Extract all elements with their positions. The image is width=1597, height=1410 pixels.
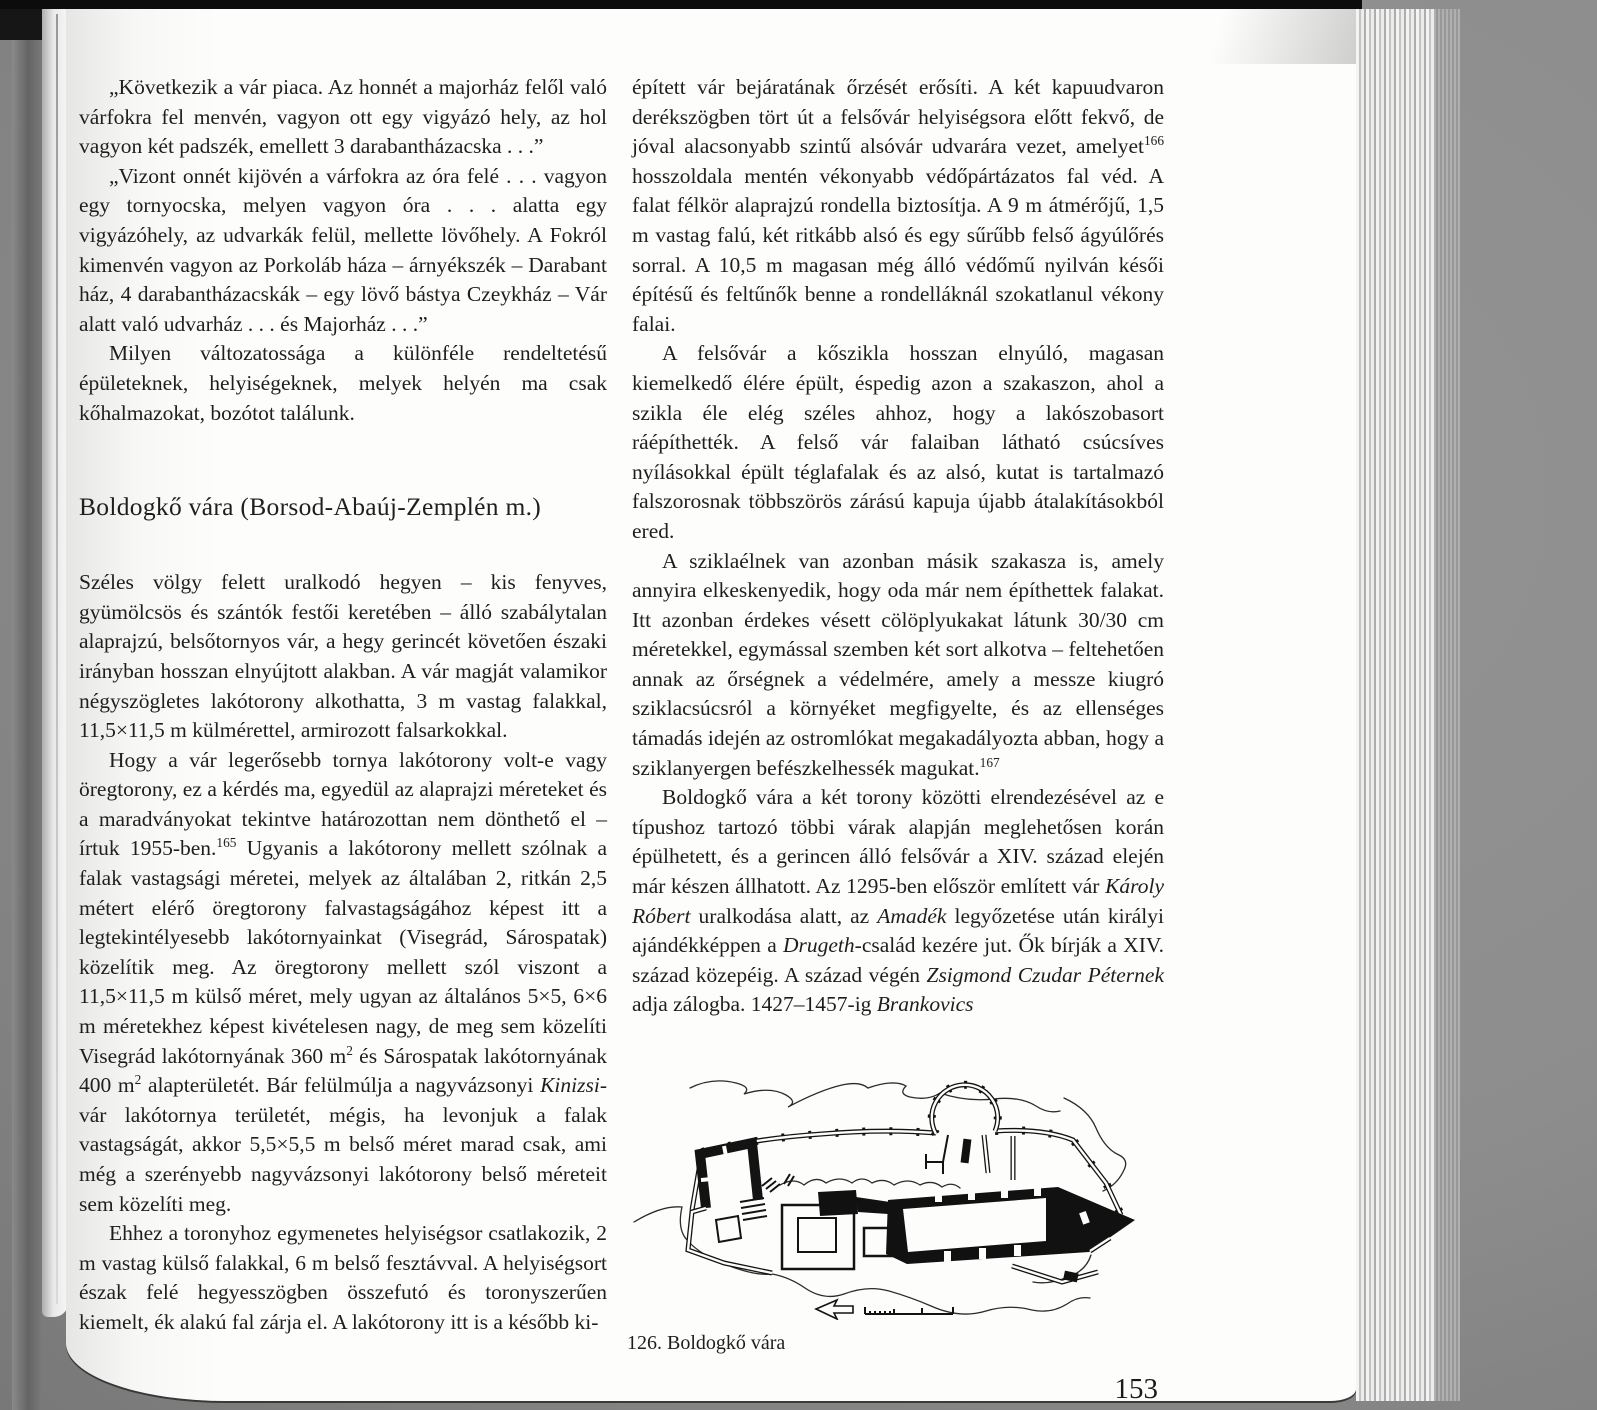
page-number: 153 <box>1114 1372 1158 1405</box>
paragraph: épített vár bejáratának őrzését erősíti. A két kapuudvaron derékszögben tört út a felsővár helyiségsora előtt fekvő, de jóval alacsonyabb szintű alsóvár udvarára vezet, amelyet$^{166}$ hosszoldala mentén vékonyabb védőpártázatos fal véd. A falat félkör alaprajzú rondella biztosítja. A 9 m átmérőjű, 1,5 m vastag falú, két ritkább alsó és egy sűrűbb felső ágyúlőrés sorral. A 10,5 m magasan még álló védőmű nyilván késői építésű és feltűnők benne a rondelláknál szokatlanul vékony falai. <box>632 75 1164 336</box>
paragraph: Boldogkő vára a két torony közötti elrendezésével az e típushoz tartozó többi várak alapján meglehetősen korán épülhetett, és a gerincen álló felsővár a XIV. század elején már készen állhatott. Az 1295-ben először említett vár Károly Róbert uralkodása alatt, az Amadék legyőzetése után királyi ajándékképpen a Drugeth-család kezére jut. Ők bírják a XIV. század közepéig. A század végén Zsigmond Czudar Péternek adja zálogba. 1427–1457-ig Brankovics <box>632 785 1165 1017</box>
left-column-text <box>79 73 607 1338</box>
lower-castle-range <box>886 1185 1135 1282</box>
section-heading: Boldogkő vára (Borsod-Abaúj-Zemplén m.) <box>79 492 542 522</box>
scan-top-bar <box>0 0 1362 9</box>
figure-caption: 126. Boldogkő vára <box>627 1331 786 1354</box>
right-column <box>627 73 1165 1405</box>
castle-plan-figure <box>632 1042 1164 1329</box>
castle-floor-plan-drawing <box>632 1042 1164 1320</box>
paragraph: „Vizont onnét kijövén a várfokra az óra felé . . . vagyon egy tornyocska, melyen vagyon óra . . . alatta egy vigyázóhely, az udvarkák felül, mellette lövőhely. A Fokról kimenvén vagyon az Porkoláb háza – árnyékszék – Darabant ház, 4 darabantházacskák – egy lövő bástya Czeykház – Vár alatt való udvarház . . . és Majorház . . .” <box>79 163 607 336</box>
paragraph: „Következik a vár piaca. Az honnét a majorház felől való várfokra fel menvén, vagyon ott egy vigyázó hely, az hol vagyon két padszék, emellett 3 darabantházacska . . .” <box>79 75 607 159</box>
book-gutter-shadow <box>12 0 42 1410</box>
paragraph: Hogy a vár legerősebb tornya lakótorony volt-e vagy öregtorony, ez a kérdés ma, egyedül az alaprajzi méreteket és a maradványokat tekintve határozottan nem dönthető el – írtuk 1955-ben.$^{165}$ Ugyanis a lakótorony mellett szólnak a falak vastagsági méretei, melyek az általában 2, ritkán 2,5 métert elérő öregtorony falvastagságához képest itt a legtekintélyesebb lakótornyainkat (Visegrád, Sárospatak) közelítik meg. Az öregtorony mellett szól viszont a 11,5×11,5 m külső méret, mely ugyan az általános 5×5, 6×6 m méretekhez képest kivételesen nagy, de meg sem közelíti Visegrád lakótornyának 360 $m^2$ és Sárospatak lakótornyának 400 $m^2$ alapterületét. Bár felülmúlja a nagyvázsonyi Kinizsi-vár lakótornya területét, mégis, ha levonjuk a falak vastagságát, akkor 5,5×5,5 m belső méret marad csak, ami még a szerényebb nagyvázsonyi lakótorony belső méreteit sem közelíti meg. <box>79 747 607 1216</box>
page-edges-fan <box>1356 9 1434 1401</box>
west-buildings <box>688 1143 898 1273</box>
paragraph: Ehhez a toronyhoz egymenetes helyiségsor csatlakozik, 2 m vastag külső falakkal, 6 m belső fesztávval. A helyiségsort észak felé hegyesszögben összefutó és toronyszerűen kiemelt, ék alakú fal zárja el. A lakótorony itt is a később ki- <box>79 1221 607 1334</box>
right-column-text <box>632 73 1164 1020</box>
paragraph: Milyen változatossága a különféle rendeltetésű épületeknek, helyiségeknek, melyek helyén ma csak kőhalmazokat, bozótot találunk. <box>79 341 607 425</box>
paragraph: Széles völgy felett uralkodó hegyen – kis fenyves, gyümölcsös és szántók festői keretében – álló szabálytalan alaprajzú, belsőtornyos vár, a hegy gerincét követően északi irányban hosszan elnyújtott alakban. A vár magját valamikor négyszögletes lakótorony alkothatta, 3 m vastag falakkal, 11,5×11,5 m külmérettel, armirozott falsarkokkal. <box>79 570 607 743</box>
facing-page-edge <box>42 7 68 1317</box>
north-arrow-icon <box>816 1300 853 1319</box>
left-column <box>79 73 607 1338</box>
paragraph: A sziklaélnek van azonban másik szakasza is, amely annyira elkeskenyedik, hogy oda már nem építhettek falakat. Itt azonban érdekes vésett cölöplyukakat látunk 30/30 cm méretekkel, egymással szemben két sort alkotva – feltehetően annak az őrségnek a védelmére, amely a messze kiugró sziklacsúcsról a környéket megfigyelte, és az ellenséges támadás idején az ostromlókat megakadályozta abban, hogy a sziklanyergen befészkelhessék magukat.$^{167}$ <box>632 548 1164 780</box>
binding-crease <box>56 14 58 1304</box>
page-edges-fan-outer <box>1434 9 1460 1401</box>
paragraph: A felsővár a kőszikla hosszan elnyúló, magasan kiemelkedő élére épült, éspedig azon a szakaszon, ahol a szikla éle elég széles ahhoz, hogy a lakószobasort ráépíthették. A felső vár falaiban látható csúcsíves nyílásokkal épült téglafalak és az alsó, kutat is tartalmazó falszorosnak többszörös zárású kapuja újabb átalakításokból ered. <box>632 341 1164 543</box>
scale-bar <box>865 1307 953 1314</box>
